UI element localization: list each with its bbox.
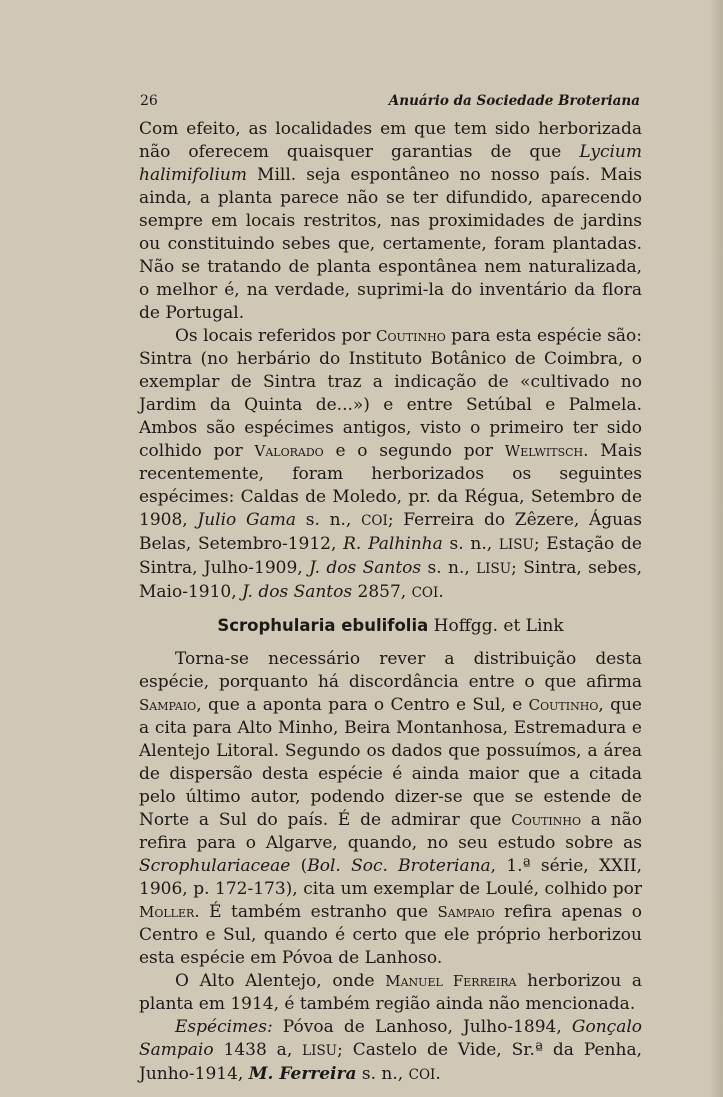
page-number: 26 <box>140 93 158 109</box>
scrophularia-paragraph-1: Torna-se necessário rever a distribuição desta espécie, porquanto há discordância entre o que afirma Sampaio, que a aponta para o Centro e Sul, e Coutinho, que a cita para Alto Minho, Beira Montanhosa, Estremadura e Alentejo Litoral. Segundo os dados que possuímos, a área de dispersão desta espécie é ainda maior que a citada pelo último autor, podendo dizer-se que se estende de Norte a Sul do país. É de admirar que Coutinho a não refira para o Algarve, quando, no seu estudo sobre as Scrophulariaceae (Bol. Soc. Broteriana, 1.ª série, XXII, 1906, p. 172-173), cita um exemplar de Loulé, colhido por Moller. É também estranho que Sampaio refira apenas o Centro e Sul, quando é certo que ele próprio herborizou esta espécie em Póvoa de Lanhoso. <box>139 649 642 968</box>
species-heading-author: Hoffgg. et Link <box>428 616 564 636</box>
herbarium-code: COI <box>361 513 388 529</box>
species-heading-name: Scrophularia ebulifolia <box>217 616 429 635</box>
lycium-paragraph-1: Com efeito, as localidades em que tem sido herborizada não oferecem quaisquer garantias de que Lycium halimifolium Mill. seja espontâneo no nosso país. Mais ainda, a planta parece não se ter difundido, aparecendo sempre em locais restritos, nas proximidades de jardins ou constituindo sebes que, certamente, foram plantadas. Não se tratando de planta espontânea nem naturalizada, o melhor é, na verdade, suprimi-la do inventário da flora de Portugal. <box>139 119 642 323</box>
author-name: Sampaio <box>139 696 197 714</box>
author-name: Coutinho <box>511 811 581 829</box>
specimens-label: Espécimes: <box>175 1017 273 1037</box>
scrophularia-paragraph-2: O Alto Alentejo, onde Manuel Ferreira herborizou a planta em 1914, é também região ainda não mencionada. <box>139 971 642 1014</box>
herbarium-code: COI <box>411 585 439 601</box>
author-name: Coutinho <box>376 327 446 345</box>
running-title: Anuário da Sociedade Broteriana <box>388 93 640 109</box>
author-name: Coutinho <box>528 696 599 714</box>
page-edge-shadow <box>709 0 723 1097</box>
collector-name: Julio Gama <box>197 510 296 530</box>
herbarium-code: LISU <box>476 561 512 577</box>
collector-name: Moller <box>139 903 195 921</box>
species-name: Lycium halimifolium <box>139 142 642 185</box>
herbarium-code: LISU <box>302 1043 338 1059</box>
species-heading <box>139 614 642 638</box>
collector-name: J. dos Santos <box>242 582 353 602</box>
herbarium-code: LISU <box>498 537 534 553</box>
page-body <box>139 118 642 1087</box>
collector-name: J. dos Santos <box>309 558 422 578</box>
collector-name: Welwitsch <box>504 442 584 460</box>
author-name: Sampaio <box>437 903 495 921</box>
family-name: Scrophulariaceae <box>139 856 291 876</box>
specimens-paragraph: Espécimes: Póvoa de Lanhoso, Julho-1894, Gonçalo Sampaio 1438 a, LISU; Castelo de Vide, Sr.ª da Penha, Junho-1914, M. Ferreira s. n., COI. <box>139 1017 642 1084</box>
collector-name: Manuel Ferreira <box>385 972 517 990</box>
journal-name: Bol. Soc. Broteriana <box>307 856 491 876</box>
lycium-paragraph-2: Os locais referidos por Coutinho para esta espécie são: Sintra (no herbário do Instituto Botânico de Coimbra, o exemplar de Sintra traz a indicação de «cultivado no Jardim da Quinta de...») e entre Setúbal e Palmela. Ambos são espécimes antigos, visto o primeiro ter sido colhido por Valorado e o segundo por Welwitsch. Mais recentemente, foram herborizados os seguintes espécimes: Caldas de Moledo, pr. da Régua, Setembro de 1908, Julio Gama s. n., COI; Ferreira do Zêzere, Águas Belas, Setembro-1912, R. Palhinha s. n., LISU; Estação de Sintra, Julho-1909, J. dos Santos s. n., LISU; Sintra, sebes, Maio-1910, J. dos Santos 2857, COI. <box>139 326 643 602</box>
collector-name: Gonçalo Sampaio <box>139 1017 642 1060</box>
collector-name: R. Palhinha <box>343 534 443 554</box>
collector-name: Valorado <box>254 442 324 460</box>
page-header <box>140 93 640 113</box>
collector-name: M. Ferreira <box>248 1064 357 1084</box>
herbarium-code: COI <box>408 1067 436 1083</box>
